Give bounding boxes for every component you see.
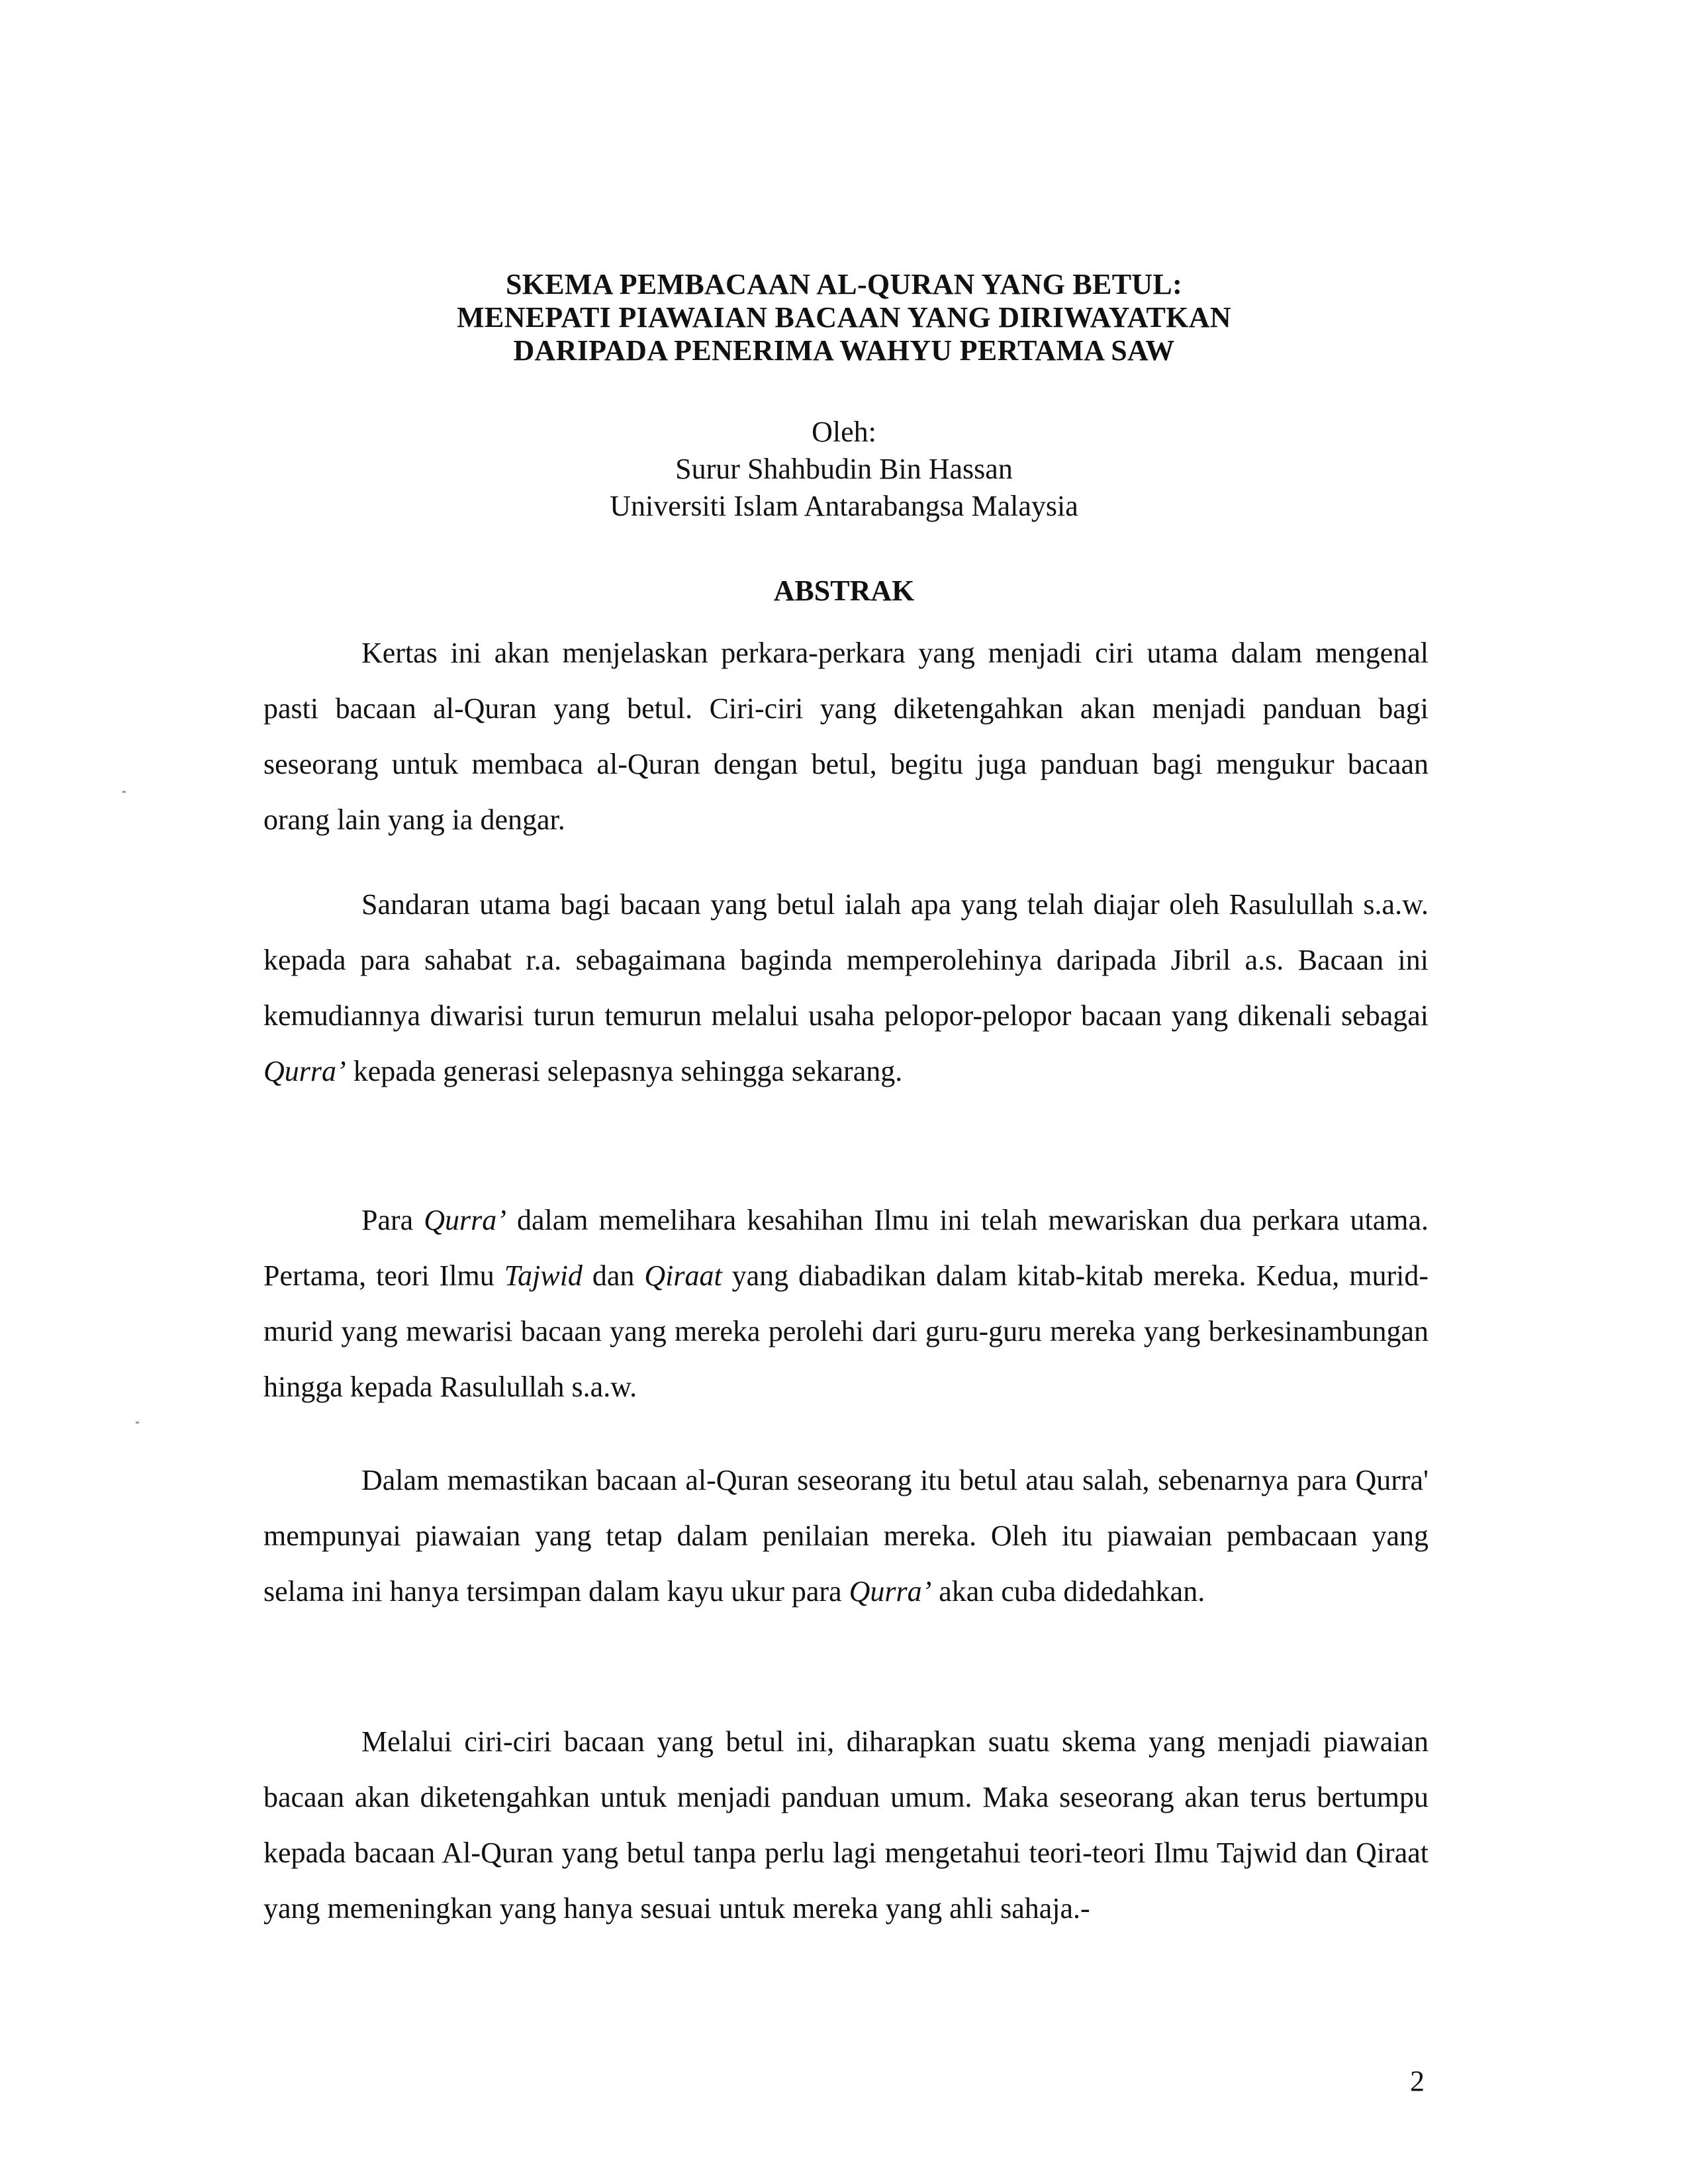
abstract-paragraph-4	[263, 1453, 1429, 1619]
paragraph-4-text-a: Dalam memastikan bacaan al-Quran seseorang itu betul atau salah, sebenarnya para Qurra' mempunyai piawaian yang tetap dalam penilaian mereka. Oleh itu piawaian pembacaan yang selama ini hanya tersimpan dalam kayu ukur para	[263, 1464, 1429, 1608]
paragraph-3-text-a: Para	[361, 1204, 414, 1236]
author-affiliation: Universiti Islam Antarabangsa Malaysia	[610, 490, 1078, 522]
author-name: Surur Shahbudin Bin Hassan	[675, 453, 1013, 485]
paragraph-3-text-c: dan	[592, 1259, 635, 1292]
paragraph-4-text-b: akan cuba didedahkan.	[939, 1575, 1205, 1608]
qurra-term: Qurra’	[849, 1575, 932, 1608]
qurra-term: Qurra’	[424, 1204, 506, 1236]
byline-label: Oleh:	[812, 416, 876, 448]
abstract-paragraph-5: Melalui ciri-ciri bacaan yang betul ini, diharapkan suatu skema yang menjadi piawaian bacaan akan diketengahkan untuk menjadi panduan umum. Maka seseorang akan terus bertumpu kepada bacaan Al-Quran yang betul tanpa perlu lagi mengetahui teori-teori Ilmu Tajwid dan Qiraat yang memeningkan yang hanya sesuai untuk mereka yang ahli sahaja.-	[263, 1725, 1429, 1925]
scan-speck	[136, 1422, 139, 1424]
abstract-heading: ABSTRAK	[773, 574, 915, 607]
abstract-paragraph-2	[263, 877, 1429, 1099]
title-line-1: SKEMA PEMBACAAN AL-QURAN YANG BETUL:	[505, 268, 1183, 300]
paragraph-3-text-d: yang diabadikan dalam kitab-kitab mereka. Kedua, murid-murid yang mewarisi bacaan yang mereka perolehi dari guru-guru mereka yang berkesinambungan hingga kepada Rasulullah s.a.w.	[263, 1259, 1429, 1403]
document-title	[265, 268, 1423, 367]
qurra-term: Qurra’	[263, 1055, 346, 1087]
qiraat-term: Qiraat	[644, 1259, 722, 1292]
title-line-3: DARIPADA PENERIMA WAHYU PERTAMA SAW	[513, 334, 1175, 367]
paragraph-2-text-a: Sandaran utama bagi bacaan yang betul ialah apa yang telah diajar oleh Rasulullah s.a.w. kepada para sahabat r.a. sebagaimana baginda memperolehinya daripada Jibril a.s. Bacaan ini kemudiannya diwarisi turun temurun melalui usaha pelopor-pelopor bacaan yang dikenali sebagai	[263, 888, 1429, 1032]
tajwid-term: Tajwid	[504, 1259, 583, 1292]
title-line-2: MENEPATI PIAWAIAN BACAAN YANG DIRIWAYATKAN	[457, 301, 1231, 334]
abstract-paragraph-3	[263, 1193, 1429, 1415]
paragraph-3-text-b: dalam memelihara kesahihan Ilmu ini telah mewariskan dua perkara utama. Pertama, teori Ilmu	[263, 1204, 1429, 1292]
abstract-paragraph-1: Kertas ini akan menjelaskan perkara-perkara yang menjadi ciri utama dalam mengenal pasti bacaan al-Quran yang betul. Ciri-ciri yang diketengahkan akan menjadi panduan bagi seseorang untuk membaca al-Quran dengan betul, begitu juga panduan bagi mengukur bacaan orang lain yang ia dengar.	[263, 637, 1429, 836]
page-number: 2	[1410, 2065, 1425, 2097]
scan-speck	[122, 791, 126, 793]
paragraph-2-text-b: kepada generasi selepasnya sehingga sekarang.	[353, 1055, 903, 1087]
byline	[265, 414, 1423, 525]
